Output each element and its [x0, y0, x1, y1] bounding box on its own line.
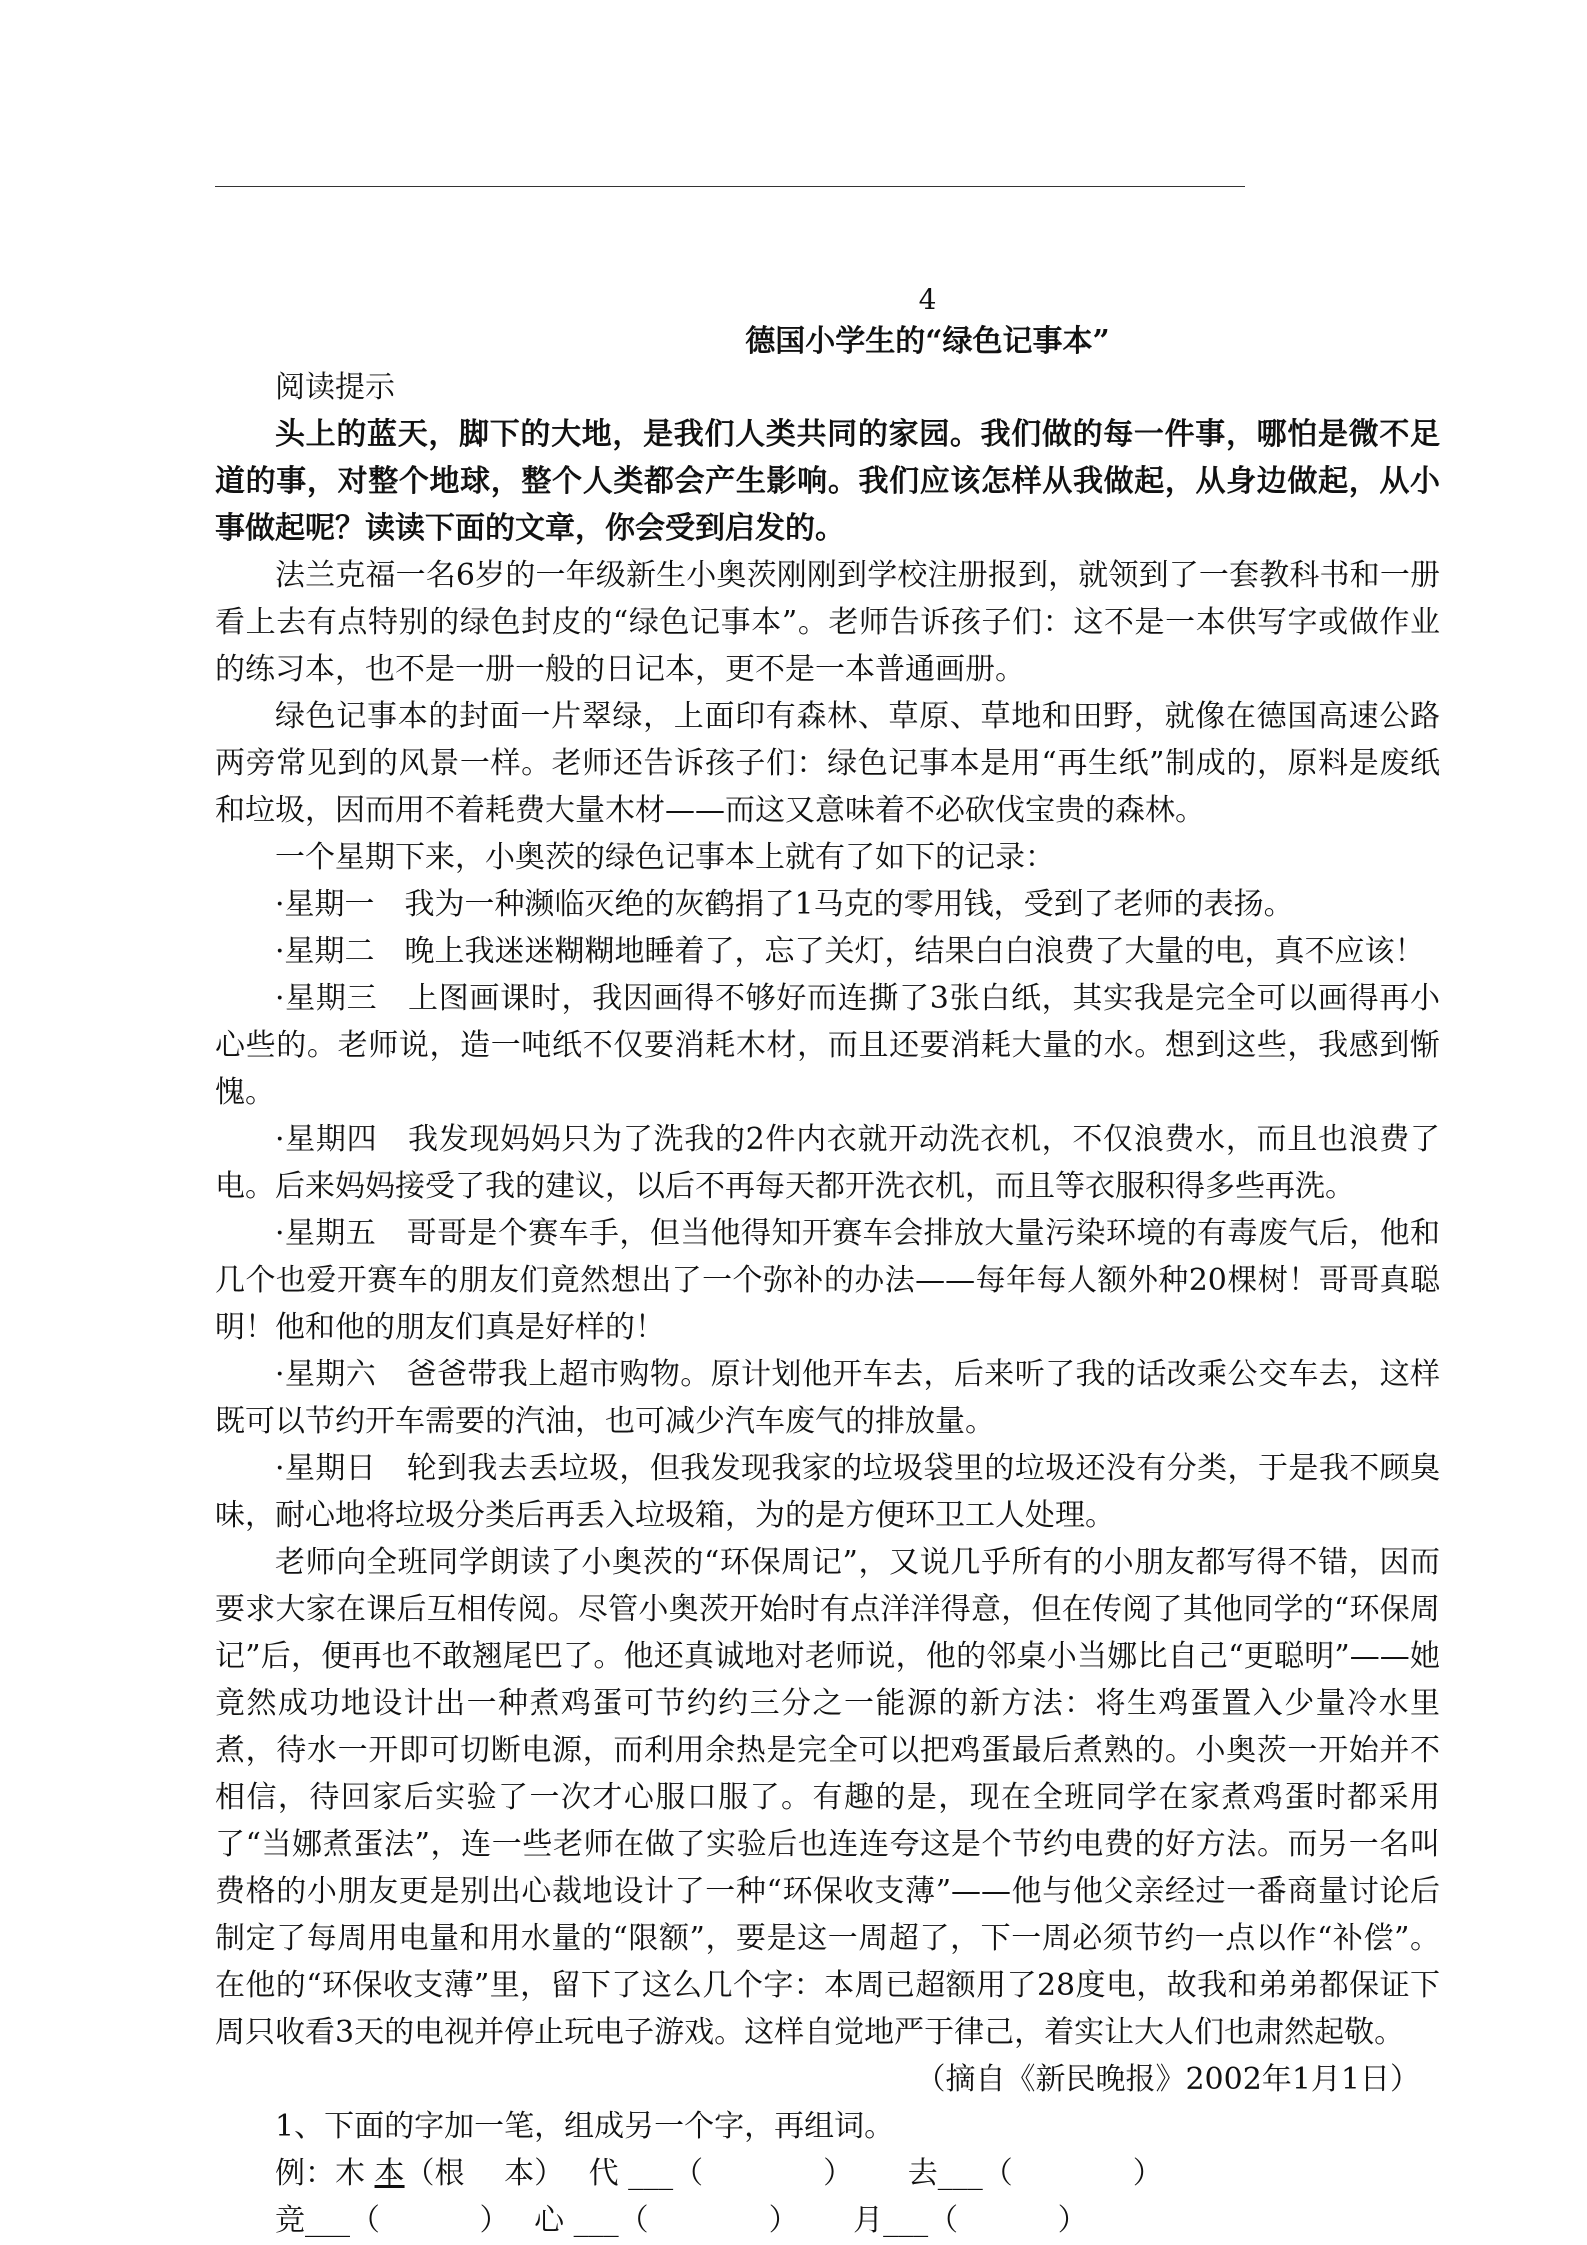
diary-wednesday: ·星期三 上图画课时，我因画得不够好而连撕了3张白纸，其实我是完全可以画得再小心些的。老师说，造一吨纸不仅要消耗木材，而且还要消耗大量的水。想到这些，我感到惭愧。: [215, 981, 1440, 1110]
exercise-question: 1、下面的字加一笔，组成另一个字，再组词。: [275, 2109, 895, 2144]
paragraph-4: 老师向全班同学朗读了小奥茨的“环保周记”，又说几乎所有的小朋友都写得不错，因而要求大家在课后互相传阅。尽管小奥茨开始时有点洋洋得意，但在传阅了其他同学的“环保周记”后，便再也不敢翘尾巴了。他还真诚地对老师说，他的邻桌小当娜比自己“更聪明”——她竟然成功地设计出一种煮鸡蛋可节约约三分之一能源的新方法：将生鸡蛋置入少量冷水里煮，待水一开即可切断电源，而利用余热是完全可以把鸡蛋最后煮熟的。小奥茨一开始并不相信，待回家后实验了一次才心服口服了。有趣的是，现在全班同学在家煮鸡蛋时都采用了“当娜煮蛋法”，连一些老师在做了实验后也连连夸这是个节约电费的好方法。而另一名叫费格的小朋友更是别出心裁地设计了一种“环保收支薄”——他与他父亲经过一番商量讨论后制定了每周用电量和用水量的“限额”，要是这一周超了，下一周必须节约一点以作“补偿”。在他的“环保收支薄”里，留下了这么几个字：本周已超额用了28度电，故我和弟弟都保证下周只收看3天的电视并停止玩电子游戏。这样自觉地严于律己，着实让大人们也肃然起敬。: [215, 1545, 1440, 2050]
diary-saturday: ·星期六 爸爸带我上超市购物。原计划他开车去，后来听了我的话改乘公交车去，这样既可以节约开车需要的汽油，也可减少汽车废气的排放量。: [215, 1357, 1440, 1439]
paragraph-2: 绿色记事本的封面一片翠绿，上面印有森林、草原、草地和田野，就像在德国高速公路两旁常见到的风景一样。老师还告诉孩子们：绿色记事本是用“再生纸”制成的，原料是废纸和垃圾，因而用不着耗费大量木材——而这又意味着不必砍伐宝贵的森林。: [215, 699, 1440, 828]
diary-friday: ·星期五 哥哥是个赛车手，但当他得知开赛车会排放大量污染环境的有毒废气后，他和几个也爱开赛车的朋友们竟然想出了一个弥补的办法——每年每人额外种20棵树！哥哥真聪明！他和他的朋友们真是好样的！: [215, 1216, 1440, 1345]
example-answer-char: 本: [374, 2156, 405, 2191]
diary-sunday: ·星期日 轮到我去丢垃圾，但我发现我家的垃圾袋里的垃圾还没有分类，于是我不顾臭味，耐心地将垃圾分类后再丢入垃圾箱，为的是方便环卫工人处理。: [215, 1451, 1440, 1533]
example-prefix: 例：木: [275, 2156, 375, 2191]
reading-hint-text: 头上的蓝天，脚下的大地，是我们人类共同的家园。我们做的每一件事，哪怕是微不足道的事，对整个地球，整个人类都会产生影响。我们应该怎样从我做起，从身边做起，从小事做起呢？读读下面的文章，你会受到启发的。: [215, 417, 1440, 546]
example-rest: （根 本） 代 ___（ ） 去___（ ）: [404, 2156, 1163, 2191]
diary-monday: ·星期一 我为一种濒临灭绝的灰鹤捐了1马克的零用钱，受到了老师的表扬。: [275, 887, 1294, 922]
diary-thursday: ·星期四 我发现妈妈只为了洗我的2件内衣就开动洗衣机，不仅浪费水，而且也浪费了电。后来妈妈接受了我的建议，以后不再每天都开洗衣机，而且等衣服积得多些再洗。: [215, 1122, 1440, 1204]
exercise-example-line: [215, 2150, 1440, 2197]
source-citation: （摘自《新民晚报》2002年1月1日）: [915, 2062, 1420, 2097]
page-number: 4: [918, 283, 937, 316]
reading-hint-label: 阅读提示: [275, 370, 395, 405]
article-title: 德国小学生的“绿色记事本”: [745, 324, 1110, 359]
document-body: [215, 280, 1440, 2244]
paragraph-3: 一个星期下来，小奥茨的绿色记事本上就有了如下的记录：: [275, 840, 1055, 875]
paragraph-1: 法兰克福一名6岁的一年级新生小奥茨刚刚到学校注册报到，就领到了一套教科书和一册看上去有点特别的绿色封皮的“绿色记事本”。老师告诉孩子们：这不是一本供写字或做作业的练习本，也不是一册一般的日记本，更不是一本普通画册。: [215, 558, 1440, 687]
exercise-line-2: 竞___（ ） 心 ___（ ） 月___（ ）: [275, 2203, 1088, 2238]
header-rule: [215, 186, 1245, 187]
diary-tuesday: ·星期二 晚上我迷迷糊糊地睡着了，忘了关灯，结果白白浪费了大量的电，真不应该！: [275, 934, 1425, 969]
